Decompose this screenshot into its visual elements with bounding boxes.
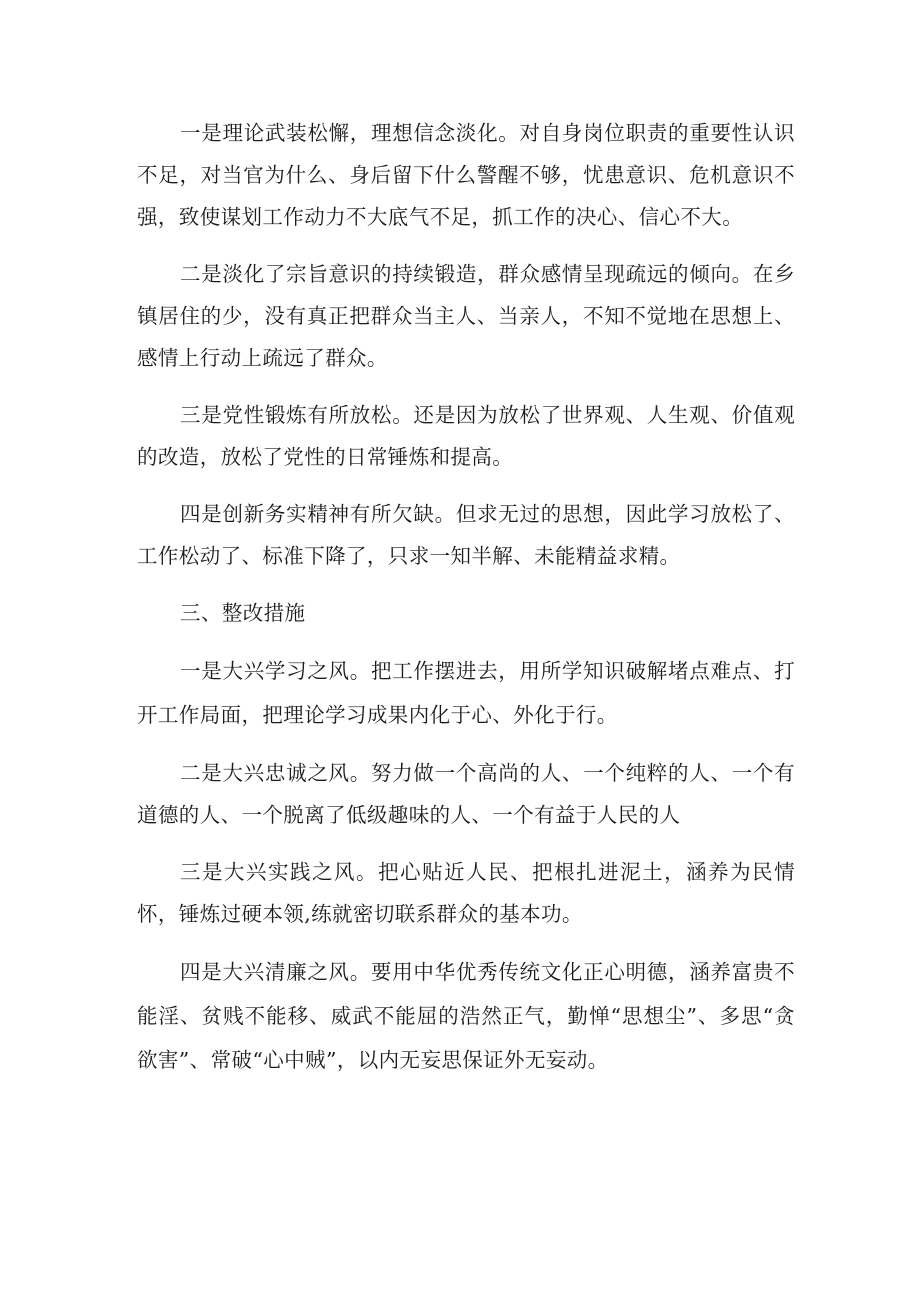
paragraph-measure-practice: 三是大兴实践之风。把心贴近人民、把根扎进泥土，涵养为民情怀，锤炼过硬本领,练就密切联系群众的基本功。 [137,860,795,926]
paragraph-party-spirit: 三是党性锻炼有所放松。还是因为放松了世界观、人生观、价值观的改造，放松了党性的日常锤炼和提高。 [137,403,795,469]
document-body [137,112,795,1097]
paragraph-theory-weakness: 一是理论武装松懈，理想信念淡化。对自身岗位职责的重要性认识不足，对当官为什么、身后留下什么警醒不够，忧患意识、危机意识不强，致使谋划工作动力不大底气不足，抓工作的决心、信心不大。 [137,121,795,229]
paragraph-measure-integrity: 四是大兴清廉之风。要用中华优秀传统文化正心明德，涵养富贵不能淫、贫贱不能移、威武不能屈的浩然正气，勤惮“思想尘”、多思“贪欲害”、常破“心中贼”，以内无妄思保证外无妄动。 [137,960,795,1072]
paragraph-measure-loyalty: 二是大兴忠诚之风。努力做一个高尚的人、一个纯粹的人、一个有道德的人、一个脱离了低级趣味的人、一个有益于人民的人 [137,761,795,827]
paragraph-purpose-awareness: 二是淡化了宗旨意识的持续锻造，群众感情呈现疏远的倾向。在乡镇居住的少，没有真正把群众当主人、当亲人，不知不觉地在思想上、感情上行动上疏远了群众。 [137,262,795,370]
section-heading-rectification: 三、整改措施 [180,601,306,625]
paragraph-innovation: 四是创新务实精神有所欠缺。但求无过的思想，因此学习放松了、工作松动了、标准下降了，只求一知半解、未能精益求精。 [137,502,795,568]
paragraph-measure-learning: 一是大兴学习之风。把工作摆进去，用所学知识破解堵点难点、打开工作局面，把理论学习成果内化于心、外化于行。 [137,659,795,727]
